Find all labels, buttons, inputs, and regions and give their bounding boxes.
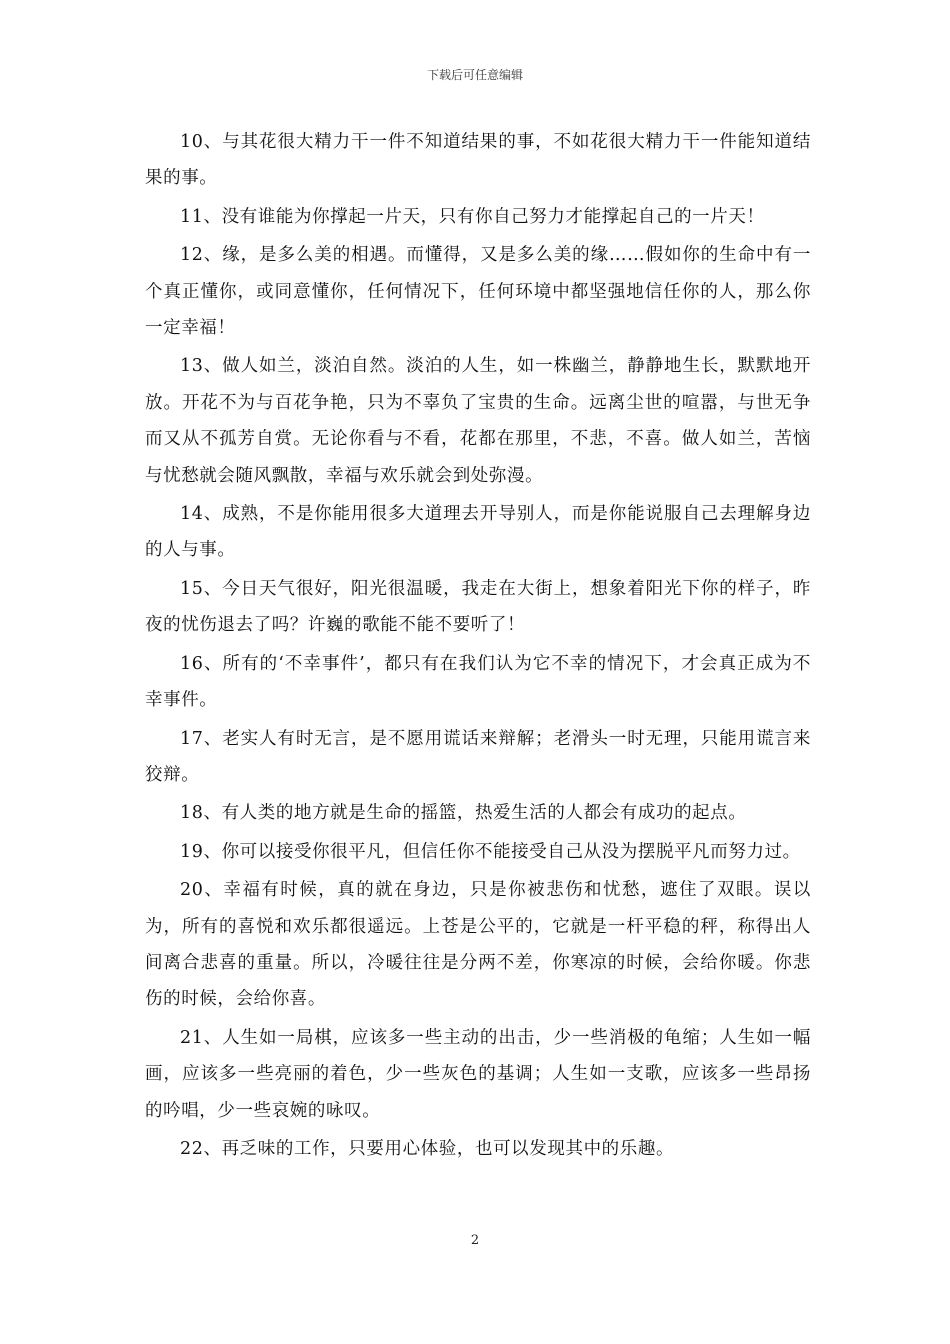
paragraph-19: 19、你可以接受你很平凡，但信任你不能接受自己从没为摆脱平凡而努力过。 (180, 841, 801, 862)
paragraph-20: 20、幸福有时候，真的就在身边，只是你被悲伤和忧愁，遮住了双眼。误以为，所有的喜悦和欢乐都很遥远。上苍是公平的，它就是一杆平稳的秤，称得出人间离合悲喜的重量。所以，冷暖往往是分两不差，你寒凉的时候，会给你暖。你悲伤的时候，会给你喜。 (145, 880, 811, 1010)
paragraph-22: 22、再乏味的工作，只要用心体验，也可以发现其中的乐趣。 (180, 1138, 675, 1159)
page-header: 下载后可任意编辑 (426, 68, 523, 82)
paragraph-13: 13、做人如兰，淡泊自然。淡泊的人生，如一株幽兰，静静地生长，默默地开放。开花不为与百花争艳，只为不辜负了宝贵的生命。远离尘世的喧嚣，与世无争而又从不孤芳自赏。无论你看与不看，花都在那里，不悲，不喜。做人如兰，苦恼与忧愁就会随风飘散，幸福与欢乐就会到处弥漫。 (145, 356, 811, 486)
paragraph-10: 10、与其花很大精力干一件不知道结果的事，不如花很大精力干一件能知道结果的事。 (145, 132, 811, 189)
paragraph-18: 18、有人类的地方就是生命的摇篮，热爱生活的人都会有成功的起点。 (180, 803, 747, 824)
page-number: 2 (470, 1233, 480, 1248)
paragraph-15: 15、今日天气很好，阳光很温暖，我走在大街上，想象着阳光下你的样子，昨夜的忧伤退去了吗？许巍的歌能不能不要听了！ (145, 578, 811, 636)
document-body (145, 124, 811, 1169)
paragraph-14: 14、成熟，不是你能用很多大道理去开导别人，而是你能说服自己去理解身边的人与事。 (145, 504, 811, 561)
paragraph-12: 12、缘，是多么美的相遇。而懂得，又是多么美的缘……假如你的生命中有一个真正懂你，或同意懂你，任何情况下，任何环境中都坚强地信任你的人，那么你一定幸福！ (145, 245, 811, 339)
paragraph-17: 17、老实人有时无言，是不愿用谎话来辩解；老滑头一时无理，只能用谎言来狡辩。 (145, 728, 811, 785)
paragraph-16: 16、所有的‘不幸事件’，都只有在我们认为它不幸的情况下，才会真正成为不幸事件。 (145, 653, 811, 711)
paragraph-21: 21、人生如一局棋，应该多一些主动的出击，少一些消极的龟缩；人生如一幅画，应该多一些亮丽的着色，少一些灰色的基调；人生如一支歌，应该多一些昂扬的吟唱，少一些哀婉的咏叹。 (145, 1027, 811, 1121)
paragraph-11: 11、没有谁能为你撑起一片天，只有你自己努力才能撑起自己的一片天！ (180, 206, 765, 227)
